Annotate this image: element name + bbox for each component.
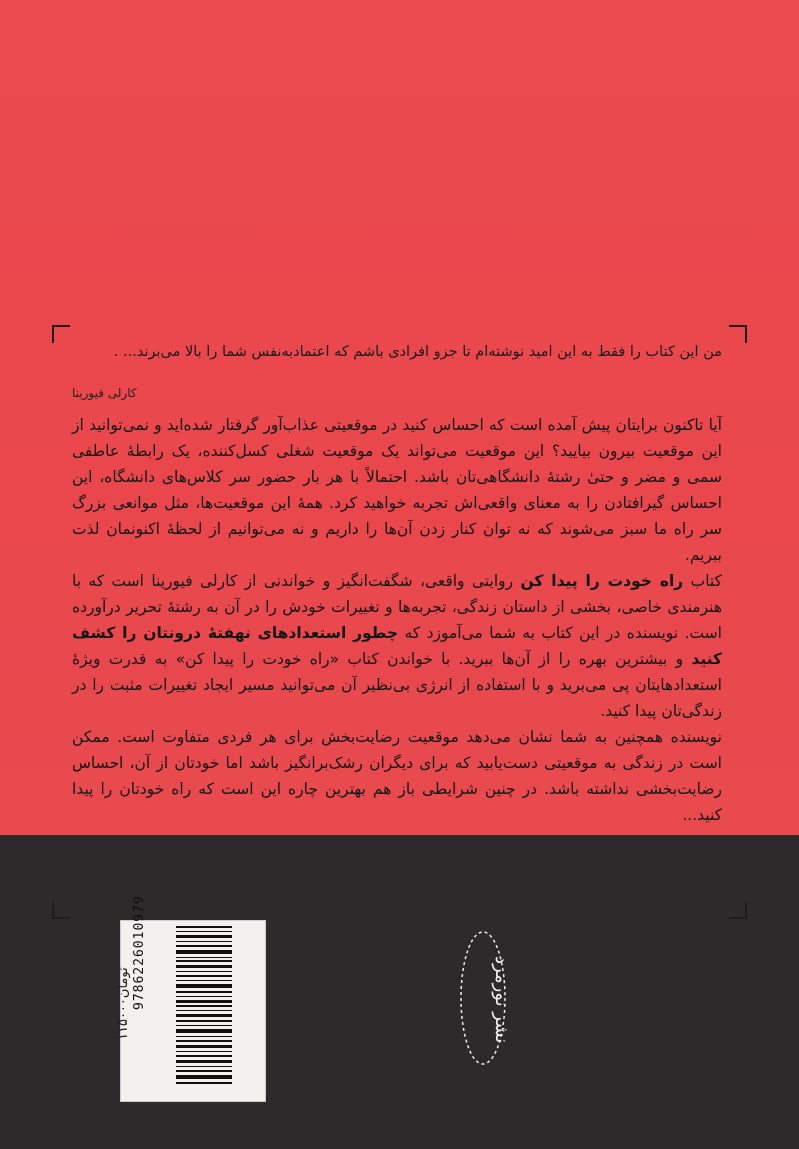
epigraph-quote: من این کتاب را فقط به این امید نوشته‌ام تا جزو افرادی باشم که اعتمادبه‌نفس شما را بالا می‌برند... . (113, 344, 722, 360)
publisher-logo-text: نشر نورمرد (491, 956, 512, 1044)
blurb-paragraph-2 (72, 568, 722, 724)
corner-bracket-top-right (729, 325, 747, 343)
corner-bracket-bottom-left (52, 901, 70, 919)
blurb-paragraph-1: آیا تاکنون برایتان پیش آمده است که احساس کنید در موقعیتی عذاب‌آور گرفتار شده‌اید و نمی‌توانید از این موقعیت بیرون بیایید؟ این موقعیت می‌تواند یک موقعیت شغلی کسل‌کننده، یک رابطهٔ عاطفی سمی و مضر و حتیٰ رشتهٔ دانشگاهی‌تان باشد. احتمالاً با هر بار حضور سر کلاس‌های دانشگاه، این احساس گیرافتادن را به معنای واقعی‌اش تجربه خواهید کرد. همهٔ این موقعیت‌ها، مثل موانعی بزرگ سر راه ما سبز می‌شوند که نه توان کنار زدن آن‌ها را داریم و نه می‌توانیم از لحظهٔ اکنونمان لذت ببریم. (72, 416, 722, 564)
isbn-number: 9786226010979 (132, 895, 147, 1010)
book-title-inline: راه خودت را پیدا کن (520, 572, 684, 590)
corner-bracket-top-left (52, 325, 70, 343)
price-label: ۱۱۵۰۰۰تومان (116, 967, 131, 1041)
quote-author: کارلی فیورینا (72, 386, 137, 400)
emphasis-inline: چطور استعدادهای نهفتهٔ درونتان را کشف کنید (72, 624, 722, 668)
barcode-icon (176, 926, 232, 1086)
p2-part-c: روایتی واقعی، شگفت‌انگیز و خواندنی از کارلی فیورینا است که با هنرمندی خاصی، بخشی از داستان زندگی، تجربه‌ها و تغییرات خودش را در آن به رشتهٔ تحریر درآورده است. نویسنده در این کتاب به شما می‌آموزد که (72, 572, 722, 642)
p2-part-a: کتاب (683, 572, 722, 590)
blurb-text (72, 412, 722, 828)
corner-bracket-bottom-right (729, 901, 747, 919)
blurb-paragraph-3: نویسنده همچنین به شما نشان می‌دهد موقعیت رضایت‌بخش برای هر فردی متفاوت است. ممکن است در زندگی به موقعیتی دست‌یابید که برای دیگران رشک‌برانگیز باشد اما خودتان از آن، احساس رضایت‌بخشی نداشته باشد. در چنین شرایطی باز هم بهترین چاره این است که راه خودتان را پیدا کنید... (72, 728, 722, 824)
p2-part-e: و بیشترین بهره را از آن‌ها ببرید. با خواندن کتاب «راه خودت را پیدا کن» به قدرت ویژهٔ استعدادهایتان پی می‌برید و با استفاده از انرژی بی‌نظیر آن می‌توانید مسیر ایجاد تغییرات مثبت را در زندگی‌تان پیدا کنید. (72, 650, 722, 720)
